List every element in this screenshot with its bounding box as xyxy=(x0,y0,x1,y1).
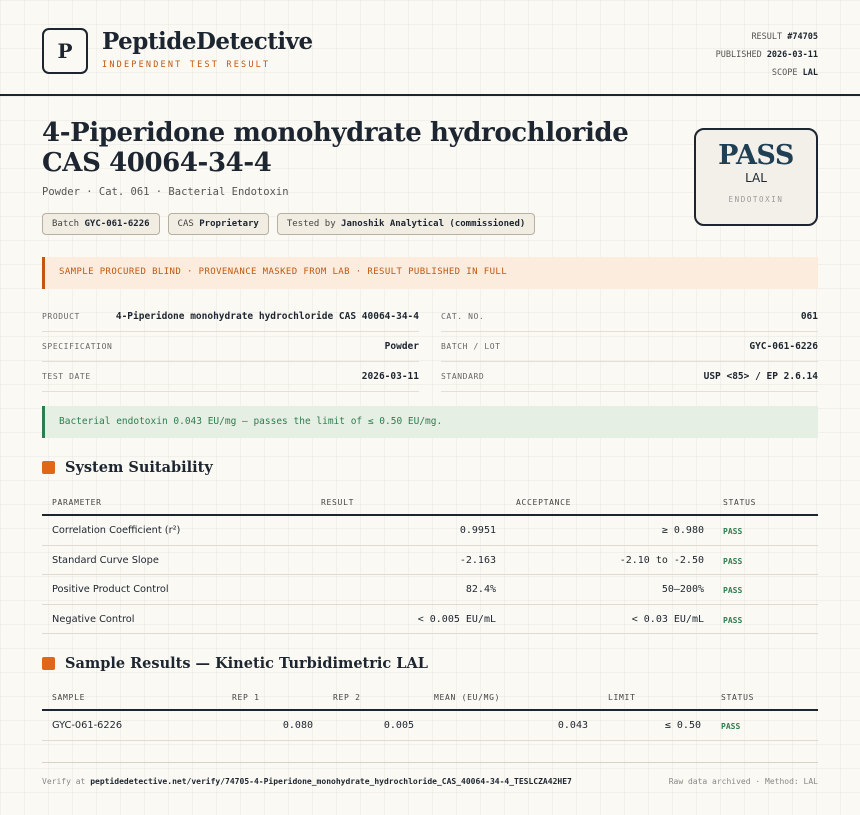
batch-value: GYC-061-6226 xyxy=(749,341,818,352)
result-cell: < 0.005 EU/mL xyxy=(417,613,496,625)
col-status: STATUS xyxy=(721,693,755,702)
verdict-word: PASS xyxy=(718,140,794,171)
suitability-heading xyxy=(42,459,213,476)
table-header xyxy=(42,490,818,516)
brand-tagline: INDEPENDENT TEST RESULT xyxy=(102,60,271,70)
date-value: 2026-03-11 xyxy=(361,371,419,382)
meta-scope: SCOPE LAL xyxy=(771,68,818,78)
col-rep1: REP 1 xyxy=(232,693,260,702)
acceptance-cell: -2.10 to -2.50 xyxy=(619,554,704,566)
col-result: RESULT xyxy=(321,498,355,507)
spec-cell xyxy=(42,332,419,362)
status-badge: PASS xyxy=(723,527,743,536)
tested-by-chip: Tested by Janoshik Analytical (commissioned) xyxy=(277,213,535,235)
result-cell: -2.163 xyxy=(459,554,496,566)
table-row xyxy=(42,516,818,546)
verdict-method: LAL xyxy=(745,171,767,185)
suitability-title: System Suitability xyxy=(65,459,213,476)
verify-link[interactable]: peptidedetective.net/verify/74705-4-Piperidone_monohydrate_hydrochloride_CAS_40064-34-4_TESLCZA42HE7 xyxy=(90,777,572,786)
info-row xyxy=(42,302,818,332)
standard-value: USP <85> / EP 2.6.14 xyxy=(703,371,818,382)
rep1-cell: 0.080 xyxy=(282,720,313,731)
acceptance-cell: ≥ 0.980 xyxy=(661,525,704,536)
table-row xyxy=(42,711,818,741)
date-label: TEST DATE xyxy=(42,372,91,381)
acceptance-cell: 50–200% xyxy=(661,584,704,595)
standard-label: STANDARD xyxy=(441,372,485,381)
cas-chip: CAS Proprietary xyxy=(168,213,269,235)
catno-value: 061 xyxy=(800,311,818,322)
product-info-grid xyxy=(42,302,818,392)
footer-note: Raw data archived · Method: LAL xyxy=(668,777,818,786)
sample-results-table xyxy=(42,685,818,741)
blind-notice-banner: SAMPLE PROCURED BLIND · PROVENANCE MASKED FROM LAB · RESULT PUBLISHED IN FULL xyxy=(42,257,818,289)
result-cell: 82.4% xyxy=(465,584,496,595)
result-cell: 0.9951 xyxy=(459,525,496,536)
meta-published: PUBLISHED 2026-03-11 xyxy=(715,50,818,60)
limit-cell: ≤ 0.50 xyxy=(664,720,701,731)
status-badge: PASS xyxy=(721,722,741,731)
parameter-cell: Standard Curve Slope xyxy=(52,554,159,566)
sample-cell: GYC-061-6226 xyxy=(52,720,123,731)
table-header xyxy=(42,685,818,711)
section-marker-icon xyxy=(42,461,55,474)
batch-label: BATCH / LOT xyxy=(441,342,501,351)
brand-name[interactable]: PeptideDetective xyxy=(102,28,313,55)
report-header xyxy=(0,0,860,96)
date-cell xyxy=(42,362,419,392)
spec-value: Powder xyxy=(384,341,419,352)
batch-chip: Batch GYC-061-6226 xyxy=(42,213,160,235)
catno-cell xyxy=(441,302,818,332)
product-cell xyxy=(42,302,419,332)
suitability-table xyxy=(42,490,818,634)
samples-heading xyxy=(42,655,428,672)
page-subtitle: Powder · Cat. 061 · Bacterial Endotoxin xyxy=(42,186,289,198)
brand-logo[interactable] xyxy=(42,28,88,74)
result-summary-banner: Bacterial endotoxin 0.043 EU/mg — passes the limit of ≤ 0.50 EU/mg. xyxy=(42,406,818,438)
meta-result: RESULT #74705 xyxy=(751,32,818,42)
logo-letter: P xyxy=(57,39,73,63)
table-row xyxy=(42,575,818,605)
samples-title: Sample Results — Kinetic Turbidimetric LAL xyxy=(65,655,428,672)
acceptance-cell: < 0.03 EU/mL xyxy=(631,613,704,625)
col-limit: LIMIT xyxy=(608,693,636,702)
catno-label: CAT. NO. xyxy=(441,312,485,321)
parameter-cell: Negative Control xyxy=(52,613,135,625)
status-badge: PASS xyxy=(723,556,743,566)
col-sample: SAMPLE xyxy=(52,693,86,702)
col-mean: MEAN (EU/MG) xyxy=(434,693,501,702)
report-footer xyxy=(42,762,818,786)
rep2-cell: 0.005 xyxy=(383,720,414,731)
col-rep2: REP 2 xyxy=(333,693,361,702)
verdict-stamp xyxy=(694,128,818,226)
col-acceptance: ACCEPTANCE xyxy=(516,498,572,507)
status-badge: PASS xyxy=(723,586,743,595)
parameter-cell: Correlation Coefficient (r²) xyxy=(52,525,181,536)
verdict-category: ENDOTOXIN xyxy=(728,195,784,204)
info-row xyxy=(42,332,818,362)
product-value: 4-Piperidone monohydrate hydrochloride CAS 40064-34-4 xyxy=(115,311,419,322)
verify-line: Verify at peptidedetective.net/verify/74705-4-Piperidone_monohydrate_hydrochloride_CAS_40064-34-4_TESLCZA42HE7 xyxy=(42,777,572,786)
parameter-cell: Positive Product Control xyxy=(52,584,169,595)
product-label: PRODUCT xyxy=(42,312,80,321)
spec-label: SPECIFICATION xyxy=(42,342,113,351)
page-title: 4-Piperidone monohydrate hydrochloride CAS 40064-34-4 xyxy=(42,118,629,178)
col-status: STATUS xyxy=(723,498,757,507)
result-meta xyxy=(716,28,818,82)
col-parameter: PARAMETER xyxy=(52,498,102,507)
batch-cell xyxy=(441,332,818,362)
standard-cell xyxy=(441,362,818,392)
mean-cell: 0.043 xyxy=(557,720,588,731)
table-row xyxy=(42,605,818,635)
section-marker-icon xyxy=(42,657,55,670)
table-row xyxy=(42,546,818,576)
status-badge: PASS xyxy=(723,615,743,625)
info-row xyxy=(42,362,818,392)
chip-row xyxy=(42,213,535,235)
